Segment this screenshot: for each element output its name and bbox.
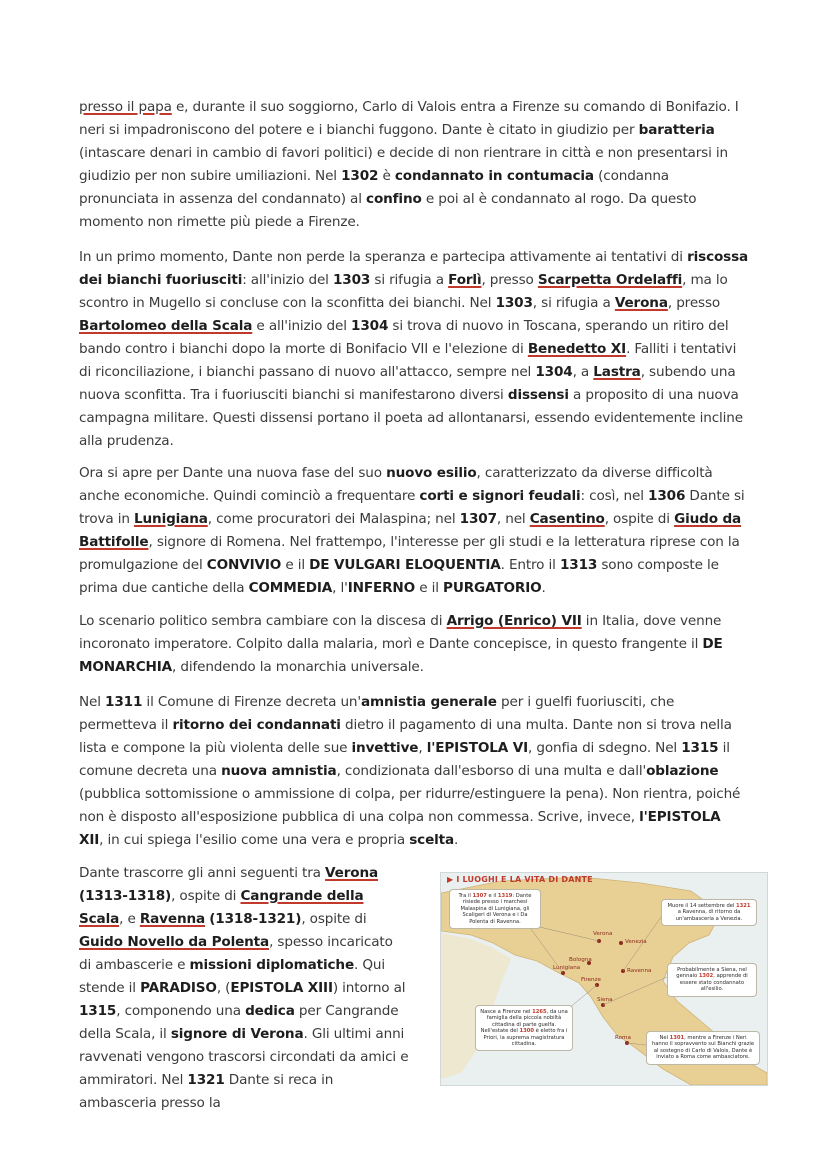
text-run: , ospite di [604, 511, 675, 527]
text-run: Dante si reca in ambasceria presso la [79, 1072, 334, 1111]
text-run: e il [281, 557, 310, 573]
text-run: . [541, 580, 546, 596]
callout-text: , da una famiglia della piccola nobiltà cittadina di parte guelfa. Nell'estate del [480, 1009, 568, 1035]
city-label-verona: Verona [593, 931, 613, 937]
bold-term: 1315 [681, 740, 719, 756]
text-run: : così, nel [580, 488, 649, 504]
text-run: e il [415, 580, 444, 596]
paragraph-last-years [79, 862, 409, 1115]
text-run: , gonfia di sdegno. Nel [528, 740, 682, 756]
underlined-term: Verona [614, 295, 668, 311]
callout-year: 1265 [532, 1009, 547, 1015]
bold-term: scelta [409, 832, 455, 848]
callout-year: 1307 [472, 893, 487, 899]
map-figure [440, 872, 768, 1086]
callout-text: Nasce a Firenze nel [480, 1009, 533, 1015]
text-run: , presso [481, 272, 538, 288]
bold-term: missioni diplomatiche [189, 957, 355, 973]
text-run: Dante si trova in [79, 488, 745, 527]
bold-term: DE VULGARI ELOQUENTIA [309, 557, 501, 573]
bold-term: 1303 [495, 295, 533, 311]
bold-term: ritorno dei condannati [172, 717, 341, 733]
callout-year: 1301 [669, 1035, 685, 1041]
text-run: (condanna pronunciata in assenza del condannato) al [79, 168, 669, 207]
text-run: a proposito di una nuova campagna militare. Questi dissensi portano il poeta ad allontanarsi, essendo evidentemente incline alla prudenza. [79, 387, 743, 449]
underlined-term: Forlì [448, 272, 482, 288]
callout-death [661, 899, 757, 926]
underlined-term: Guido Novello da Polenta [79, 934, 270, 950]
text-run: , a [572, 364, 594, 380]
bold-term: nuova amnistia [221, 763, 337, 779]
city-label-venezia: Venezia [625, 939, 647, 945]
text-run: . Gli ultimi anni ravvenati vengono trascorsi circondati da amici e ammiratori. Nel [79, 1026, 409, 1088]
bold-term: invettive [351, 740, 419, 756]
text-run: , l' [332, 580, 348, 596]
callout-text: : Dante risiede presso i marchesi Malaspina di Lunigiana, gli Scaligeri di Verona e i Da Polenta di Ravenna. [460, 893, 532, 925]
text-run: . [454, 832, 459, 848]
text-run: , spesso incaricato di ambascerie e [79, 934, 393, 973]
text-run: , caratterizzato da diverse difficoltà anche economiche. Quindi cominciò a frequentare [79, 465, 713, 504]
text-run: e, durante il suo soggiorno, Carlo di Valois entra a Firenze su comando di Bonifazio. I neri si impadroniscono del potere e i bianchi fuggono. Dante è citato in giudizio per [79, 99, 739, 138]
text-run: , presso [667, 295, 721, 311]
underlined-term: Giudo da Battifolle [79, 511, 742, 550]
text-run: . Entro il [500, 557, 560, 573]
callout-text: Tra il [458, 893, 473, 899]
bold-term: 1302 [341, 168, 379, 184]
text-run: , ospite di [301, 911, 367, 927]
callout-roma [646, 1031, 760, 1065]
bold-term: 1313 [559, 557, 598, 573]
bold-term: CONVIVIO [206, 557, 282, 573]
text-run: Dante trascorre gli anni seguenti tra [79, 865, 326, 881]
callout-text: e il [486, 893, 498, 899]
underlined-term: Verona [325, 865, 379, 881]
city-label-ravenna: Ravenna [627, 968, 652, 974]
city-label-roma: Roma [615, 1035, 631, 1041]
text-run: , componendo una [116, 1003, 246, 1019]
underlined-term: Scarpetta Ordelaffi [537, 272, 683, 288]
callout-text: a Ravenna, di ritorno da un'ambasceria a Venezia. [675, 909, 743, 922]
text-run: ) intorno al [332, 980, 406, 996]
bold-term: 1307 [459, 511, 497, 527]
text-run: , e [119, 911, 140, 927]
bold-term: signore di Verona [170, 1026, 304, 1042]
text-run: il Comune di Firenze decreta un' [142, 694, 361, 710]
text-run: , signore di Romena. Nel frattempo, l'interesse per gli studi e la letteratura riprese con la promulgazione del [79, 534, 740, 573]
bold-term: amnistia generale [360, 694, 497, 710]
bold-term: corti e signori feudali [419, 488, 581, 504]
map-title [447, 875, 593, 884]
text-run: : all'inizio del [242, 272, 333, 288]
text-run: , difendendo la monarchia universale. [172, 659, 424, 675]
text-run: , condizionata dall'esborso di una multa e dall' [336, 763, 647, 779]
bold-term: baratteria [638, 122, 715, 138]
text-run: Lo scenario politico sembra cambiare con la discesa di [79, 613, 447, 629]
bold-term: condannato in contumacia [394, 168, 594, 184]
text-run: il comune decreta una [79, 740, 730, 779]
text-run: per Cangrande della Scala, il [79, 1003, 399, 1042]
text-run: in Italia, dove venne incoronato imperatore. Colpito dalla malaria, morì e Dante concepisce, in questo frangente il [79, 613, 722, 652]
text-run: , ospite di [171, 888, 241, 904]
callout-siena [667, 963, 757, 997]
text-run: Nel [79, 694, 106, 710]
city-marker-venezia [619, 941, 623, 945]
text-run: si trova di nuovo in Toscana, sperando un ritiro del bando contro i bianchi dopo la morte di Bonifacio VII e l'elezione di [79, 318, 729, 357]
bold-term: 1311 [105, 694, 143, 710]
bold-term: l'EPISTOLA VI [426, 740, 528, 756]
city-label-firenze: Firenze [581, 977, 601, 983]
text-run: , ma lo scontro in Mugello si concluse con la sconfitta dei bianchi. Nel [79, 272, 728, 311]
text-run: , [418, 740, 427, 756]
underlined-term: Ravenna [139, 911, 206, 927]
underlined-term: Arrigo (Enrico) VII [446, 613, 582, 629]
underlined-term: Bartolomeo della Scala [79, 318, 253, 334]
text-run: (intascare denari in cambio di favori politici) e decide di non rientrare in città e non presentarsi in giudizio per non subire umiliazioni. Nel [79, 145, 728, 184]
underlined-term: Lunigiana [134, 511, 208, 527]
bold-term: nuovo esilio [386, 465, 477, 481]
bold-term: dedica [245, 1003, 295, 1019]
text-run: e all'inizio del [252, 318, 352, 334]
bold-term: EPISTOLA XIII [230, 980, 333, 996]
text-run: , come procuratori dei Malaspina; nel [207, 511, 460, 527]
callout-year: 1300 [519, 1028, 534, 1035]
callout-birth [475, 1005, 573, 1051]
paragraph-new-exile [79, 462, 749, 600]
bold-term: 1304 [351, 318, 389, 334]
bold-term: l'EPISTOLA XII [79, 809, 721, 848]
bold-term: (1318-1321) [209, 911, 302, 927]
bold-term: oblazione [646, 763, 719, 779]
text-run: . Qui stende il [79, 957, 385, 996]
bold-term: dissensi [507, 387, 569, 403]
text-run: sono composte le prima due cantiche della [79, 557, 719, 596]
text-run: Ora si apre per Dante una nuova fase del suo [79, 465, 387, 481]
bold-term: COMMEDIA [248, 580, 333, 596]
bold-term: (1313-1318) [79, 888, 172, 904]
callout-malaspina [449, 889, 541, 929]
paragraph-riscossa [79, 246, 749, 453]
underlined-term: Benedetto XI [527, 341, 627, 357]
city-label-siena: Siena [597, 997, 613, 1003]
city-label-lunigiana: Lunigiana [553, 965, 581, 971]
map-title-text: I LUOGHI E LA VITA DI DANTE [456, 875, 593, 884]
text-run: , si rifugia a [532, 295, 615, 311]
bold-term: riscossa dei bianchi fuoriusciti [79, 249, 749, 288]
bold-term: PURGATORIO [443, 580, 542, 596]
text-run: per i guelfi fuoriusciti, che permetteva il [79, 694, 675, 733]
text-run: , in cui spiega l'esilio come una vera e propria [99, 832, 410, 848]
underlined-term: Lastra [593, 364, 641, 380]
callout-year: 1302 [698, 973, 714, 980]
paragraph-exile-start [79, 96, 749, 234]
callout-year: 1321 [736, 903, 751, 909]
bold-term: INFERNO [347, 580, 416, 596]
bold-term: 1306 [648, 488, 686, 504]
bold-term: PARADISO [140, 980, 217, 996]
callout-text: Nel [659, 1035, 670, 1041]
text-run: dietro il pagamento di una multa. Dante non si trova nella lista e compone la più violenta delle sue [79, 717, 732, 756]
text-run: In un primo momento, Dante non perde la speranza e partecipa attivamente ai tentativi di [79, 249, 688, 265]
bold-term: 1303 [332, 272, 371, 288]
text-run: si rifugia a [370, 272, 449, 288]
paragraph-amnistia [79, 691, 749, 852]
callout-text: Probabilmente a Siena, nel gennaio [676, 967, 747, 980]
underlined-term: Cangrande della Scala [79, 888, 364, 927]
text-run: , ( [216, 980, 231, 996]
text-run: . Falliti i tentativi di riconciliazione, i bianchi passano di nuovo all'attacco, sempre nel [79, 341, 737, 380]
bold-term: 1304 [535, 364, 573, 380]
bold-term: confino [366, 191, 422, 207]
callout-text: , apprende di essere stato condannato all'esilio. [679, 973, 748, 993]
text-run: e poi al è condannato al rogo. Da questo momento non rimette più piede a Firenze. [79, 191, 697, 230]
callout-text: , mentre a Firenze i Neri hanno il sopravvento sui Bianchi grazie al sostegno di Carlo di Valois, Dante è inviato a Roma come ambasciatore. [651, 1035, 755, 1061]
triangle-bullet-icon: ▶ [447, 875, 454, 884]
bold-term: 1315 [79, 1003, 117, 1019]
callout-year: 1319 [497, 893, 513, 899]
underlined-term: presso il papa [79, 99, 172, 115]
text-run: , nel [496, 511, 530, 527]
bold-term: 1321 [187, 1072, 225, 1088]
underlined-term: Casentino [529, 511, 605, 527]
callout-text: è eletto fra i Priori, la suprema magistratura cittadina. [483, 1028, 568, 1048]
bold-term: DE MONARCHIA [79, 636, 723, 675]
city-label-bologna: Bologna [569, 957, 592, 963]
paragraph-arrigo [79, 610, 749, 679]
text-run: (pubblica sottomissione o ammissione di colpa, per ridurre/estinguere la pena). Non rientra, poiché non è disposto all'esposizione pubblica di una colpa non commessa. Scrive, invece, [79, 786, 741, 825]
callout-text: Muore il 14 settembre del [667, 903, 737, 909]
text-run: è [378, 168, 395, 184]
text-run: , subendo una nuova sconfitta. Tra i fuoriusciti bianchi si manifestarono diversi [79, 364, 736, 403]
